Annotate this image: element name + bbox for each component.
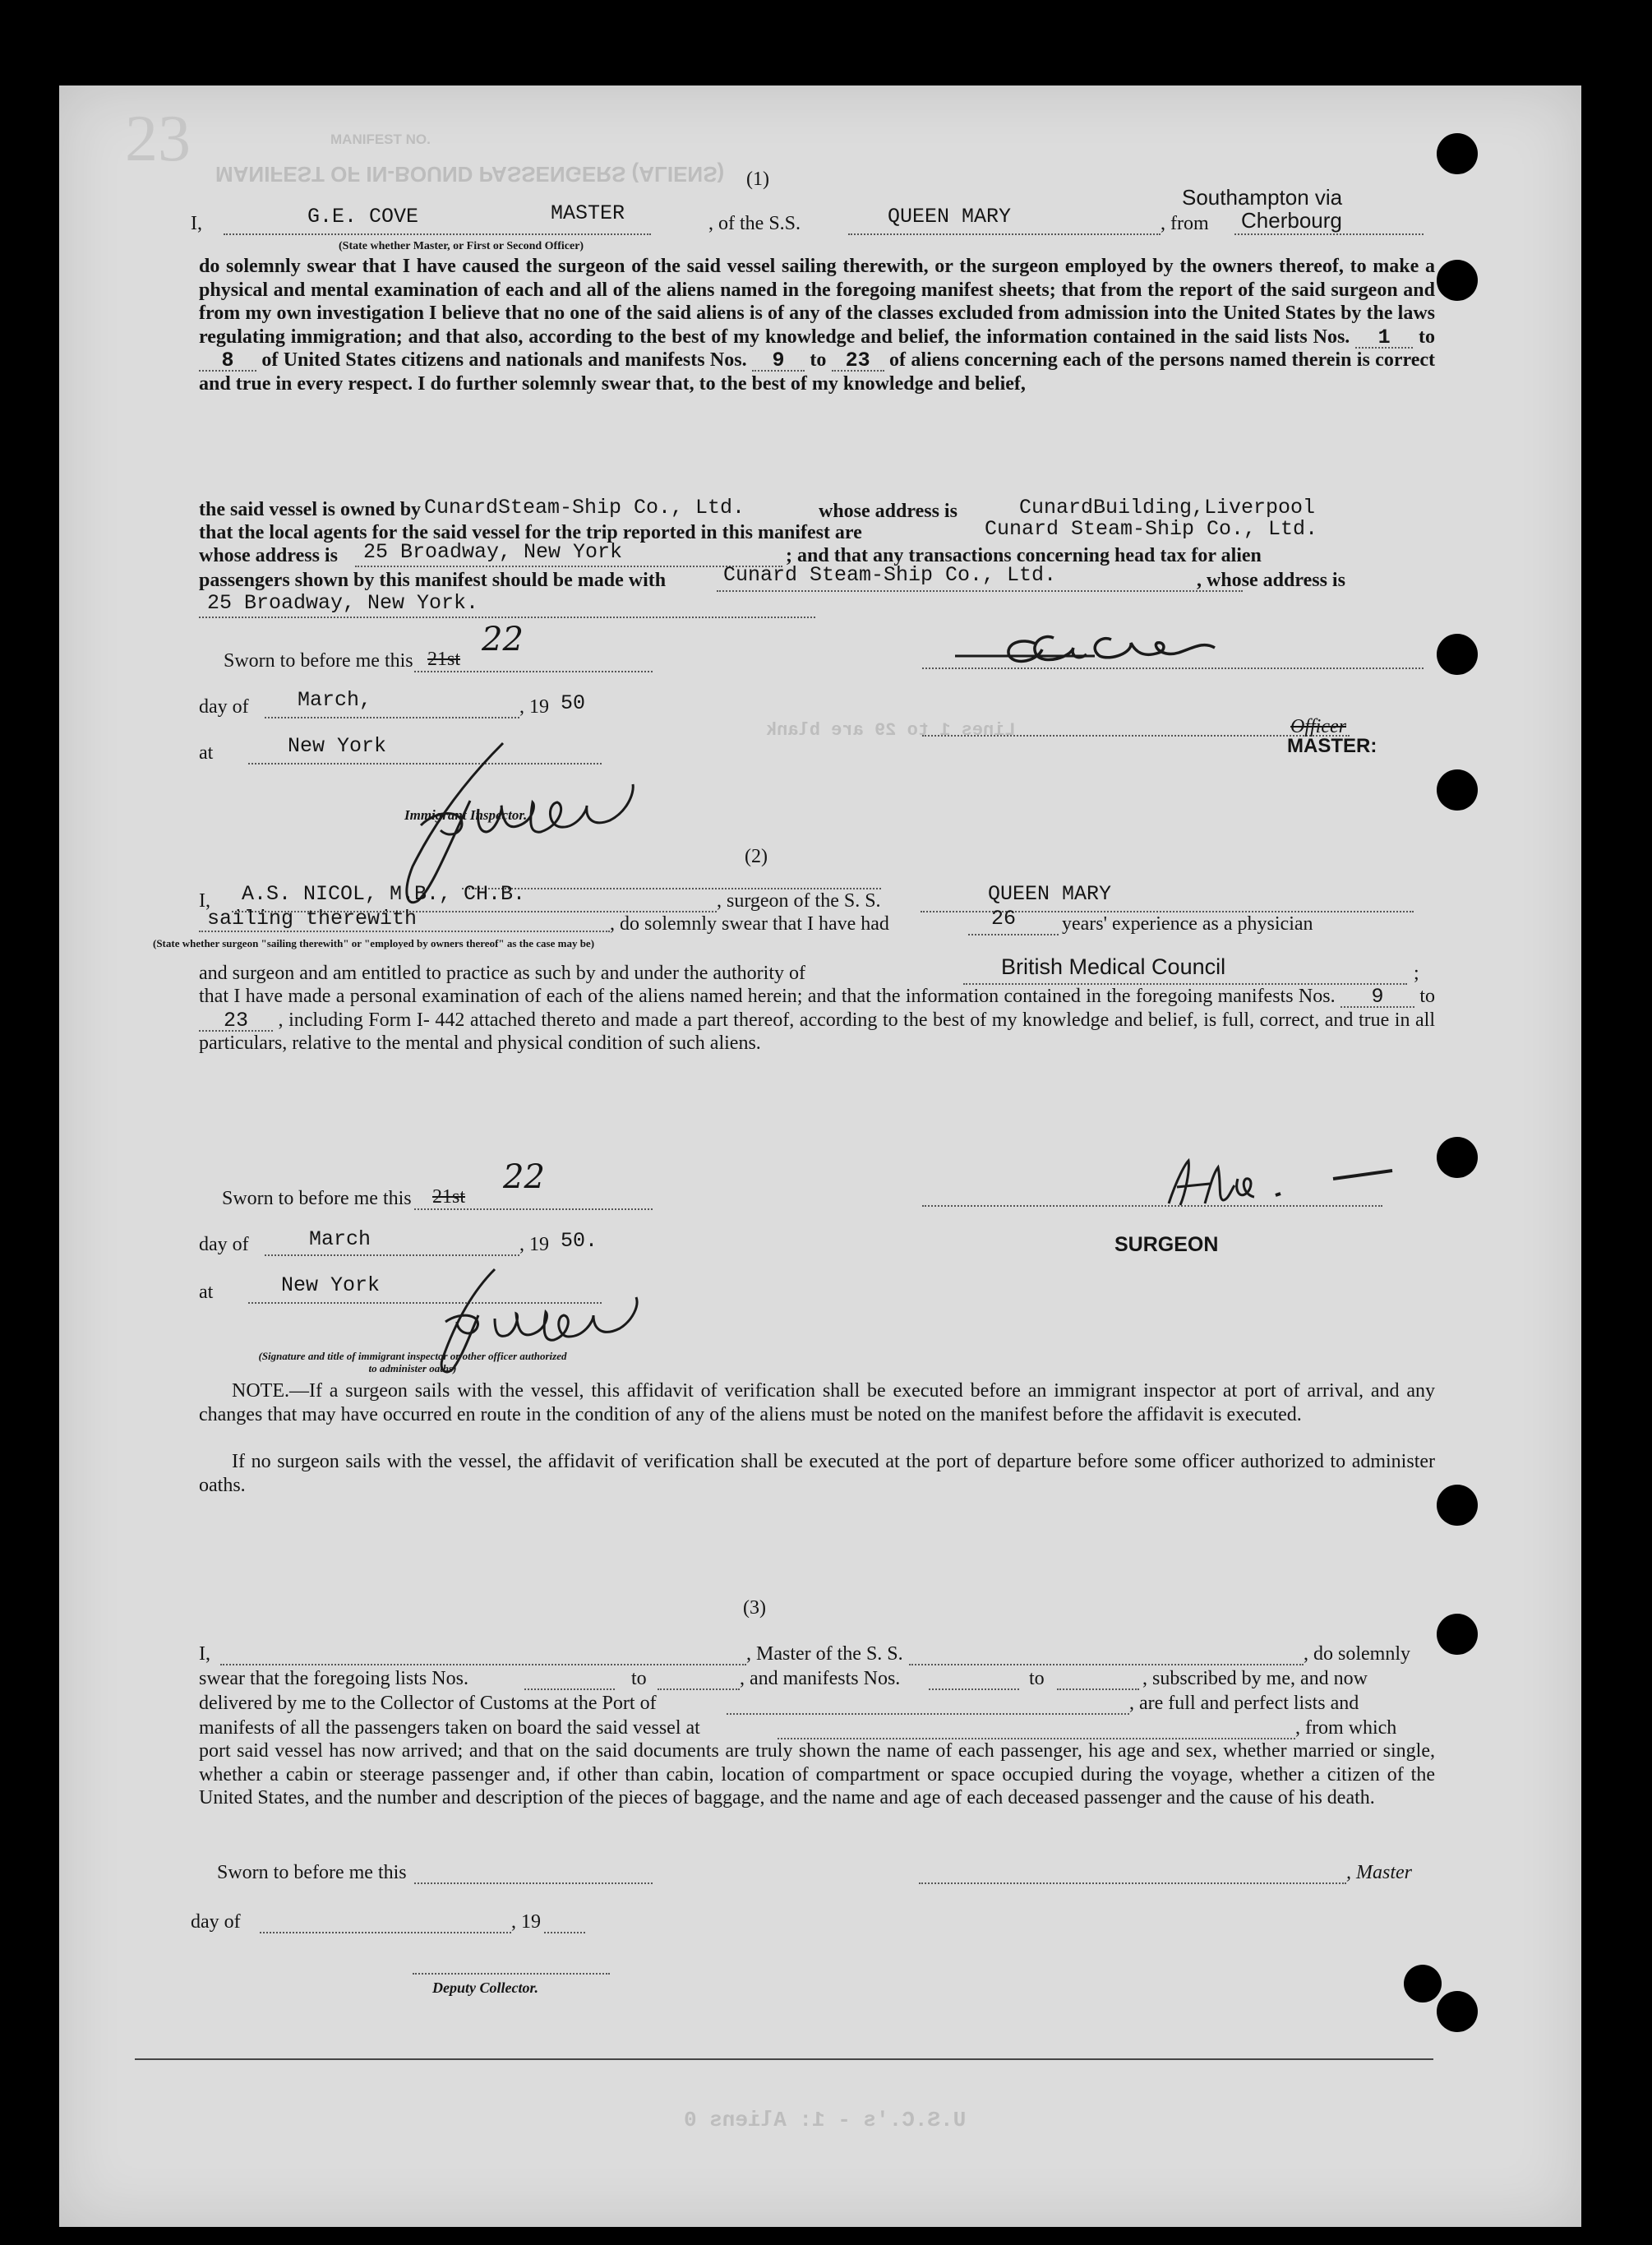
s1-ship-line bbox=[848, 233, 1161, 235]
punch-hole bbox=[1437, 1485, 1478, 1526]
s3-sworn-label: Sworn to before me this bbox=[217, 1862, 407, 1883]
s1-ship-name: QUEEN MARY bbox=[888, 205, 1012, 229]
punch-hole bbox=[1437, 260, 1478, 301]
s2-day-of: day of bbox=[199, 1234, 249, 1255]
manifest-page bbox=[59, 85, 1581, 2227]
s2-ship-name: QUEEN MARY bbox=[988, 882, 1112, 906]
s2-sworn-day: 22 bbox=[503, 1158, 545, 1196]
s2-sailing: sailing therewith bbox=[207, 907, 418, 931]
s1-from-label: , from bbox=[1161, 213, 1209, 234]
s1-master-signature bbox=[947, 620, 1358, 677]
s2-authority-text: and surgeon and am entitled to practice as such by and under the authority of bbox=[199, 963, 805, 984]
ghost-manifest-no: MANIFEST NO. bbox=[330, 132, 431, 147]
s2-sworn-label: Sworn to before me this bbox=[222, 1188, 412, 1209]
s2-inspector-signature bbox=[371, 1253, 667, 1384]
s2-text-b: , including Form I- 442 attached thereto and made a part thereof, according to the best of my knowledge and belief, is full, correct, and true in all particulars, relative to the mental and physical condition of such aliens. bbox=[199, 1009, 1436, 1054]
s1-pronoun: I, bbox=[191, 213, 202, 234]
s2-years-text: years' experience as a physician bbox=[1062, 913, 1313, 935]
s1-rank-note: (State whether Master, or First or Second Officer) bbox=[339, 240, 584, 252]
s2-note-label: NOTE. bbox=[232, 1380, 289, 1402]
s3-l2e: , subscribed by me, and now bbox=[1142, 1668, 1368, 1689]
punch-hole bbox=[1437, 769, 1478, 811]
s2-manifests-from: 9 bbox=[1341, 988, 1414, 1008]
bottom-rule bbox=[135, 2058, 1433, 2060]
s3-manifests-to-line bbox=[1057, 1688, 1139, 1690]
s2-authority: British Medical Council bbox=[1001, 954, 1226, 979]
punch-hole bbox=[1437, 1137, 1478, 1178]
s3-l2c: , and manifests Nos. bbox=[740, 1668, 901, 1689]
s2-year: 50. bbox=[561, 1229, 598, 1253]
s2-years-line bbox=[968, 934, 1059, 935]
s2-sailing-note: (State whether surgeon "sailing therewith" or "employed by owners thereof" as the case may be) bbox=[153, 937, 595, 949]
s1-head-tax-label: passengers shown by this manifest should be made with bbox=[199, 570, 667, 591]
s2-year-prefix: , 19 bbox=[519, 1234, 549, 1255]
s1-sworn-day: 22 bbox=[482, 621, 524, 658]
s3-master-signature-line bbox=[919, 1882, 1346, 1884]
s3-l4a: manifests of all the passengers taken on board the said vessel at bbox=[199, 1717, 700, 1739]
s2-at: at bbox=[199, 1282, 214, 1303]
s1-rank: MASTER bbox=[551, 201, 625, 225]
s1-sworn-line bbox=[414, 671, 653, 672]
s2-place: New York bbox=[281, 1273, 381, 1297]
s1-head-tax-line bbox=[717, 590, 1243, 592]
punch-hole bbox=[1437, 1614, 1478, 1655]
s3-l4b: , from which bbox=[1295, 1717, 1397, 1739]
s2-to: to bbox=[1419, 986, 1436, 1007]
s1-paragraph bbox=[199, 255, 1435, 395]
s1-head-tax-address-line bbox=[199, 617, 815, 618]
s2-note-1: —If a surgeon sails with the vessel, this affidavit of verification shall be executed before an immigrant inspector at port of arrival, and any changes that may have occurred en route in the condition of any of the aliens must be noted on the manifest before the affidavit is executed. bbox=[199, 1380, 1435, 1425]
s3-name-line bbox=[220, 1664, 746, 1665]
s3-month-line bbox=[260, 1932, 511, 1933]
s2-semicolon: ; bbox=[1414, 963, 1419, 984]
ghost-footer-bleed: U.S.C.'s - 1: Aliens 0 bbox=[684, 2108, 967, 2132]
s3-pronoun: I, bbox=[199, 1643, 210, 1665]
punch-hole bbox=[1437, 1991, 1478, 2032]
s1-to-1: to bbox=[1419, 326, 1436, 348]
s1-text-c: of aliens concerning each of the persons named therein is correct and true in every respect. I do further solemnly swear that, to the best of my knowledge and belief, bbox=[199, 349, 1435, 395]
s1-owner: CunardSteam-Ship Co., Ltd. bbox=[424, 496, 745, 520]
s2-sworn-line bbox=[414, 1208, 653, 1210]
s1-day-of: day of bbox=[199, 696, 249, 718]
s3-l2d: to bbox=[1029, 1668, 1045, 1689]
s1-sworn-label: Sworn to before me this bbox=[224, 650, 413, 672]
s2-note-2 bbox=[199, 1450, 1435, 1497]
s1-place: New York bbox=[288, 734, 387, 758]
s1-agents: Cunard Steam-Ship Co., Ltd. bbox=[985, 517, 1318, 541]
punch-hole bbox=[1437, 634, 1478, 675]
s2-pronoun: I, bbox=[199, 890, 210, 912]
s1-year-prefix: , 19 bbox=[519, 696, 549, 718]
ghost-manifest-title: MANIFEST OF IN-BOUND PASSENGERS (ALIENS) bbox=[215, 162, 725, 187]
s1-lists-to: 8 bbox=[199, 352, 256, 372]
s1-from-line bbox=[1234, 233, 1424, 235]
s1-master-title: MASTER: bbox=[1287, 735, 1377, 757]
s1-to-2: to bbox=[810, 349, 827, 371]
s1-whose-address-3: , whose address is bbox=[1197, 570, 1345, 591]
s3-year-line bbox=[544, 1932, 585, 1933]
s3-paragraph bbox=[199, 1739, 1435, 1810]
s3-year-prefix: , 19 bbox=[511, 1911, 541, 1933]
s3-lists-from-line bbox=[524, 1688, 615, 1690]
s3-master-label: , Master bbox=[1346, 1862, 1412, 1883]
s2-text-a: that I have made a personal examination of each of the aliens named herein; and that the information contained in the foregoing manifests Nos. bbox=[199, 986, 1336, 1007]
s1-month-line bbox=[265, 717, 519, 718]
s1-whose-address-1: whose address is bbox=[819, 501, 958, 522]
s2-month: March bbox=[309, 1227, 371, 1251]
s1-master-name: G.E. COVE bbox=[307, 205, 419, 229]
section-3-number: (3) bbox=[743, 1597, 766, 1619]
s3-lists-to-line bbox=[658, 1688, 740, 1690]
s3-day-of: day of bbox=[191, 1911, 241, 1933]
s2-surgeon-name: A.S. NICOL, M.B., CH.B. bbox=[242, 882, 526, 906]
s3-l3b: , are full and perfect lists and bbox=[1129, 1693, 1359, 1714]
ghost-bleed-lines: Lines 1 to 29 are blank bbox=[766, 720, 1016, 741]
s2-sworn-day-struck: 21st bbox=[432, 1186, 466, 1208]
s2-paragraph bbox=[199, 985, 1435, 1056]
s3-deputy-title: Deputy Collector. bbox=[432, 1979, 538, 1996]
s1-officer-struck: Officer bbox=[1290, 716, 1346, 737]
s1-whose-address-2: whose address is bbox=[199, 545, 338, 566]
s3-l2b: to bbox=[631, 1668, 647, 1689]
s1-of-the-ss: , of the S.S. bbox=[708, 213, 801, 234]
s1-head-tax-address: 25 Broadway, New York. bbox=[207, 591, 479, 615]
s2-surgeon-signature bbox=[1152, 1154, 1399, 1220]
s3-manifests-from-line bbox=[929, 1688, 1019, 1690]
s3-text: port said vessel has now arrived; and that on the said documents are truly shown the name of each passenger, his age and sex, whether married or single, whether a cabin or steerage passenger and, if other than cabin, location of compartment or space occupied during the voyage, whether a citizen of the United States, and the number and description of the pieces of baggage, and the name and age of each deceased passenger and the cause of his death. bbox=[199, 1740, 1435, 1808]
s2-note bbox=[199, 1379, 1435, 1426]
s1-owner-address: CunardBuilding,Liverpool bbox=[1019, 496, 1316, 520]
s3-deputy-line bbox=[413, 1973, 610, 1975]
punch-hole bbox=[1437, 133, 1478, 174]
section-1-number: (1) bbox=[746, 169, 769, 190]
s1-manifests-from: 9 bbox=[752, 352, 805, 372]
s2-surgeon-of: , surgeon of the S. S. bbox=[717, 890, 881, 912]
s1-agents-address: 25 Broadway, New York bbox=[363, 540, 623, 564]
s1-sworn-day-struck: 21st bbox=[427, 649, 461, 670]
s1-month: March, bbox=[298, 688, 372, 712]
s3-master-of: , Master of the S. S. bbox=[746, 1643, 903, 1665]
s1-head-tax-agent: Cunard Steam-Ship Co., Ltd. bbox=[723, 563, 1057, 587]
s1-lists-from: 1 bbox=[1355, 329, 1413, 349]
s1-officer-line bbox=[922, 735, 1350, 737]
ghost-margin-number: 23 bbox=[125, 103, 191, 175]
s1-year: 50 bbox=[561, 691, 586, 715]
s2-note-2-text: If no surgeon sails with the vessel, the affidavit of verification shall be executed at the port of departure before some officer authorized to administer oaths. bbox=[199, 1451, 1435, 1496]
s1-agents-label: that the local agents for the said vessel for the trip reported in this manifest are bbox=[199, 522, 862, 543]
section-2-number: (2) bbox=[745, 846, 768, 867]
s1-text-b: of United States citizens and nationals and manifests Nos. bbox=[261, 349, 747, 371]
s3-do-solemnly: , do solemnly bbox=[1304, 1643, 1410, 1665]
s2-years: 26 bbox=[991, 907, 1017, 931]
s3-l3a: delivered by me to the Collector of Customs at the Port of bbox=[199, 1693, 657, 1714]
s3-l2a: swear that the foregoing lists Nos. bbox=[199, 1668, 468, 1689]
s1-at: at bbox=[199, 742, 214, 764]
s1-from-line2: Cherbourg bbox=[1241, 208, 1342, 233]
punch-hole bbox=[1404, 1965, 1442, 2002]
s1-manifests-to: 23 bbox=[832, 352, 884, 372]
s2-manifests-to: 23 bbox=[199, 1012, 273, 1032]
s1-agents-address-line bbox=[355, 566, 782, 567]
s3-ship-line bbox=[909, 1664, 1304, 1665]
s1-head-tax-text: ; and that any transactions concerning head tax for alien bbox=[786, 545, 1262, 566]
s1-inspector-title: Immigrant Inspector. bbox=[404, 807, 528, 823]
s2-surgeon-title: SURGEON bbox=[1114, 1233, 1219, 1256]
s1-text-a: do solemnly swear that I have caused the surgeon of the said vessel sailing therewith, or the surgeon employed by the owners thereof, to make a physical and mental examination of each and all of the aliens named in the foregoing manifest sheets; that from the report of the said surgeon and from my own investigation I believe that no one of the said aliens is of any of the classes excluded from admission into the United States by the laws regulating immigration; and that also, according to the best of my knowledge and belief, the information contained in the said lists Nos. bbox=[199, 256, 1435, 348]
s1-owned-by-label: the said vessel is owned by bbox=[199, 499, 422, 520]
s3-sworn-line bbox=[414, 1882, 653, 1884]
s1-from-line1: Southampton via bbox=[1182, 185, 1343, 210]
s2-inspector-note-text: (Signature and title of immigrant inspector or other officer authorized to administer oaths) bbox=[258, 1350, 567, 1374]
s2-swear-text: , do solemnly swear that I have had bbox=[610, 913, 889, 935]
s3-port-line bbox=[727, 1713, 1129, 1715]
